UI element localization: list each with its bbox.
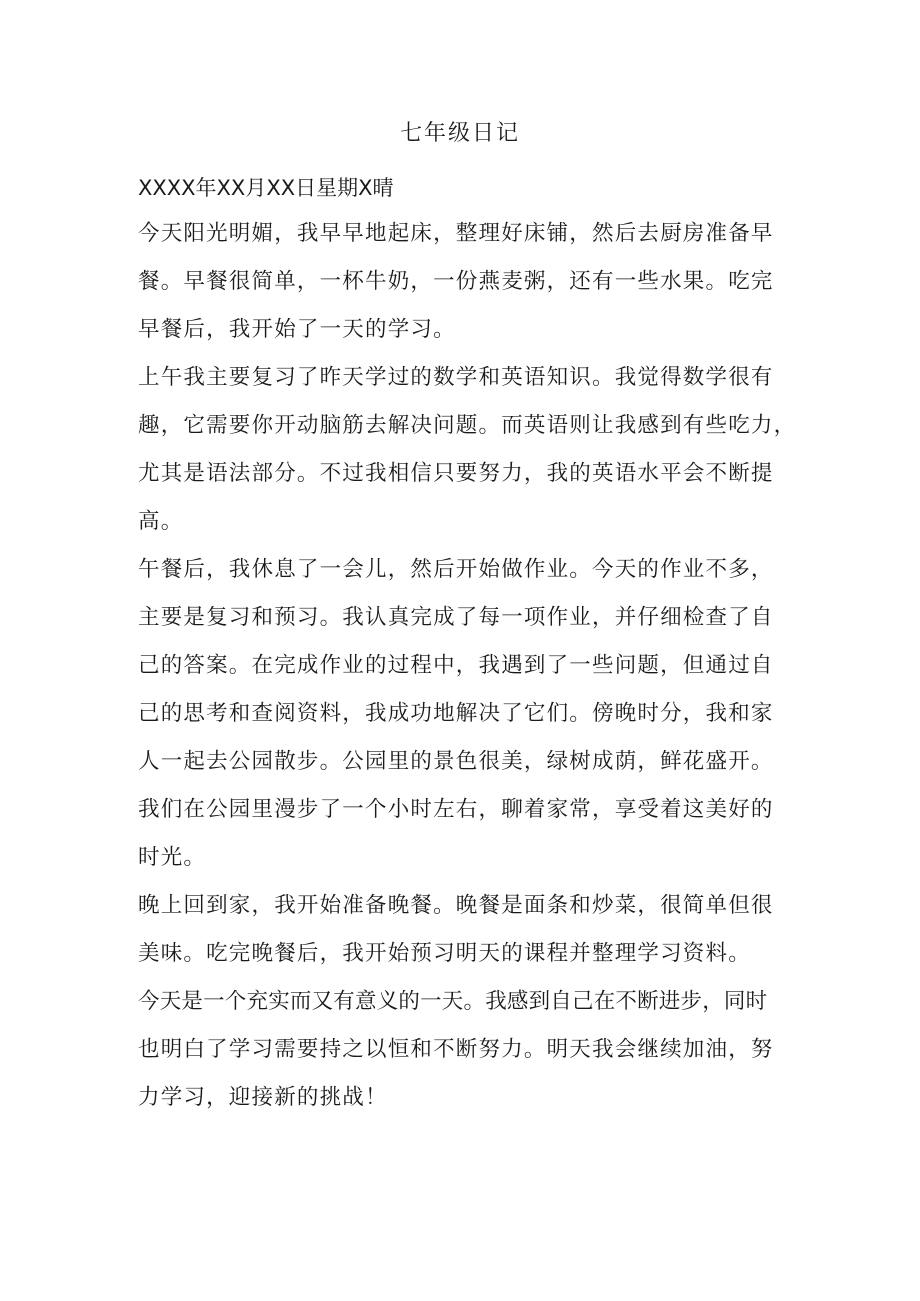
text-line: 美味。吃完晚餐后，我开始预习明天的课程并整理学习资料。 <box>138 941 751 966</box>
text-line: 人一起去公园散步。公园里的景色很美，绿树成荫，鲜花盛开。 <box>138 749 774 774</box>
text-line: 己的答案。在完成作业的过程中，我遇到了一些问题，但通过自 <box>138 653 774 678</box>
diary-body <box>138 210 798 1122</box>
document-title: 七年级日记 <box>399 121 520 146</box>
text-line: 尤其是语法部分。不过我相信只要努力，我的英语水平会不断提 <box>138 461 774 486</box>
date-weather-line: XXXX年XX月XX日星期X晴 <box>138 176 394 200</box>
text-line: 晚上回到家，我开始准备晚餐。晚餐是面条和炒菜，很简单但很 <box>138 893 774 918</box>
text-line: 时光。 <box>138 845 207 870</box>
text-line: 今天阳光明媚，我早早地起床，整理好床铺，然后去厨房准备早 <box>138 221 774 246</box>
text-line: 早餐后，我开始了一天的学习。 <box>138 317 456 342</box>
text-line: 我们在公园里漫步了一个小时左右，聊着家常，享受着这美好的 <box>138 797 774 822</box>
text-line: 上午我主要复习了昨天学过的数学和英语知识。我觉得数学很有 <box>138 365 774 390</box>
text-line: 力学习，迎接新的挑战！ <box>138 1085 388 1110</box>
text-line: 午餐后，我休息了一会儿，然后开始做作业。今天的作业不多， <box>138 557 774 582</box>
text-line: 也明白了学习需要持之以恒和不断努力。明天我会继续加油，努 <box>138 1037 774 1062</box>
text-line: 主要是复习和预习。我认真完成了每一项作业，并仔细检查了自 <box>138 605 774 630</box>
text-line: 趣，它需要你开动脑筋去解决问题。而英语则让我感到有些吃力， <box>138 413 797 438</box>
text-line: 餐。早餐很简单，一杯牛奶，一份燕麦粥，还有一些水果。吃完 <box>138 269 774 294</box>
text-line: 今天是一个充实而又有意义的一天。我感到自己在不断进步，同时 <box>138 989 768 1014</box>
text-line: 己的思考和查阅资料，我成功地解决了它们。傍晚时分，我和家 <box>138 701 774 726</box>
text-line: 高。 <box>138 509 184 534</box>
